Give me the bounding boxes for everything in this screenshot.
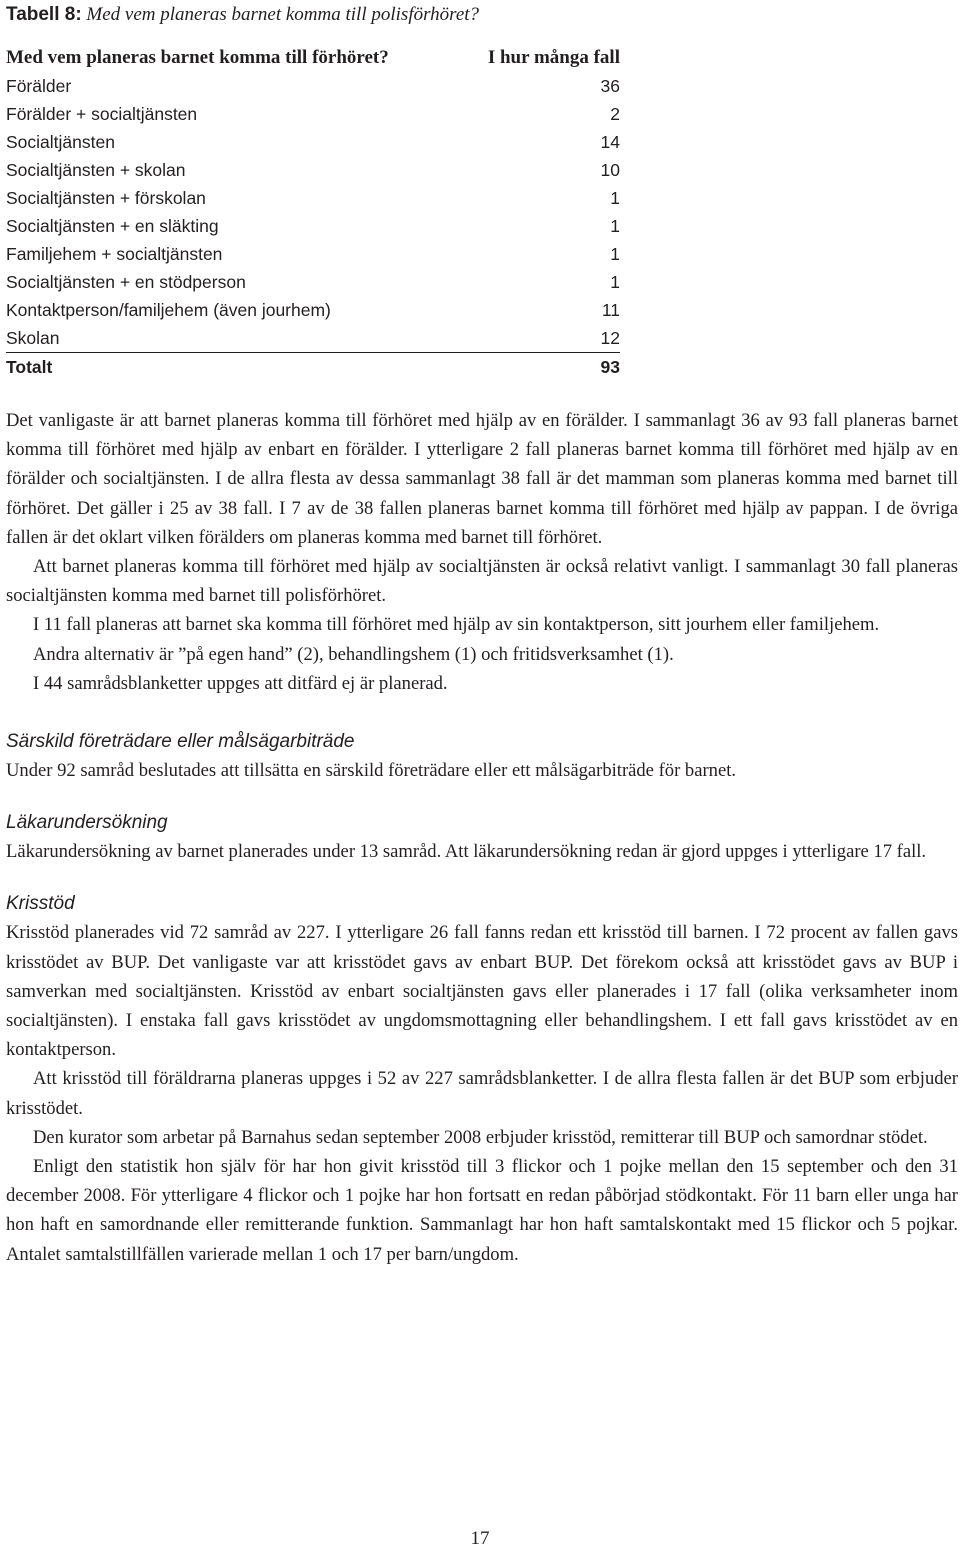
paragraph: Att barnet planeras komma till förhöret med hjälp av socialtjänsten är också relativt vanligt. I sammanlagt 30 fall planeras socialtjänsten komma med barnet till polisförhöret. [6, 556, 958, 607]
table-caption [6, 4, 479, 26]
table-header-left: Med vem planeras barnet komma till förhöret? [6, 47, 389, 68]
table-row [6, 184, 620, 212]
table-row [6, 324, 620, 352]
body-text [6, 406, 958, 1269]
table-caption-label: Tabell 8: [6, 4, 82, 25]
total-label: Totalt [6, 357, 53, 377]
paragraph: Den kurator som arbetar på Barnahus sedan september 2008 erbjuder krisstöd, remitterar till BUP och samordnar stödet. [33, 1126, 928, 1148]
row-label: Socialtjänsten + skolan [6, 160, 186, 180]
table-row [6, 268, 620, 296]
row-value: 11 [601, 300, 620, 320]
data-table [6, 44, 620, 381]
row-label: Förälder [6, 76, 72, 96]
section-heading: Krisstöd [6, 893, 75, 915]
section-spacer [6, 698, 958, 727]
row-value: 10 [600, 160, 620, 180]
paragraph: Det vanligaste är att barnet planeras komma till förhöret med hjälp av en förälder. I sammanlagt 36 av 93 fall planeras barnet komma till förhöret med hjälp av enbart en förälder. I ytterligare 2 fall planeras barnet komma till förhöret med hjälp av en förälder och socialtjänsten. I de allra flesta av dessa sammanlagt 38 fall är det mamman som planeras komma med barnet till förhöret. Det gäller i 25 av 38 fall. I 7 av de 38 fallen planeras barnet komma till förhöret med hjälp av pappan. I de övriga fallen är det oklart vilken förälders om planeras komma med barnet till förhöret. [6, 410, 958, 548]
row-value: 1 [610, 188, 620, 208]
paragraph: Under 92 samråd beslutades att tillsätta en särskild företrädare eller ett målsägarbiträde för barnet. [6, 760, 737, 782]
row-value: 36 [600, 76, 620, 96]
row-label: Skolan [6, 328, 60, 348]
row-label: Kontaktperson/familjehem (även jourhem) [6, 300, 331, 320]
paragraph: Enligt den statistik hon själv för har hon givit krisstöd till 3 flickor och 1 pojke mellan den 15 september och den 31 december 2008. För ytterligare 4 flickor och 1 pojke har hon fortsatt en redan påbörjad stödkontakt. För 11 barn eller unga har hon haft en samordnande eller remitterande funktion. Sammanlagt har hon haft samtalskontakt med 15 flickor och 5 pojkar. Antalet samtalstillfällen varierade mellan 1 och 17 per barn/ungdom. [6, 1156, 958, 1265]
page-number: 17 [470, 1528, 490, 1549]
paragraph: Läkarundersökning av barnet planerades under 13 samråd. Att läkarundersökning redan är gjord uppges i ytterligare 17 fall. [6, 841, 927, 863]
table-caption-text: Med vem planeras barnet komma till polisförhöret? [86, 4, 480, 25]
table-header [6, 44, 620, 72]
table-row [6, 156, 620, 184]
row-label: Socialtjänsten + förskolan [6, 188, 206, 208]
row-value: 1 [610, 272, 620, 292]
table-row [6, 212, 620, 240]
table-row [6, 296, 620, 324]
row-label: Socialtjänsten + en stödperson [6, 272, 246, 292]
row-value: 2 [610, 104, 620, 124]
table-row [6, 128, 620, 156]
paragraph: Andra alternativ är ”på egen hand” (2), behandlingshem (1) och fritidsverksamhet (1). [33, 643, 674, 665]
row-value: 14 [600, 132, 620, 152]
row-label: Socialtjänsten [6, 132, 115, 152]
row-value: 1 [610, 244, 620, 264]
row-label: Förälder + socialtjänsten [6, 104, 198, 124]
section-spacer [6, 866, 958, 889]
row-value: 12 [600, 328, 620, 348]
row-label: Socialtjänsten + en släkting [6, 216, 219, 236]
table-row [6, 100, 620, 128]
table-row [6, 72, 620, 100]
section-heading: Läkarundersökning [6, 812, 168, 834]
table-total-row [6, 352, 620, 381]
total-value: 93 [600, 357, 620, 377]
paragraph: I 11 fall planeras att barnet ska komma till förhöret med hjälp av sin kontaktperson, sitt jourhem eller familjehem. [33, 614, 880, 636]
paragraph: Att krisstöd till föräldrarna planeras uppges i 52 av 227 samrådsblanketter. I de allra flesta fallen är det BUP som erbjuder krisstödet. [6, 1068, 958, 1119]
row-label: Familjehem + socialtjänsten [6, 244, 223, 264]
table-header-right: I hur många fall [487, 47, 620, 68]
paragraph: I 44 samrådsblanketter uppges att ditfärd ej är planerad. [33, 672, 448, 694]
section-spacer [6, 785, 958, 808]
row-value: 1 [610, 216, 620, 236]
paragraph: Krisstöd planerades vid 72 samråd av 227. I ytterligare 26 fall fanns redan ett krisstöd till barnen. I 72 procent av fallen gavs krisstödet av BUP. Det vanligaste var att krisstödet gavs av enbart BUP. Det förekom också att krisstödet gavs av BUP i samverkan med socialtjänsten. Krisstöd av enbart socialtjänsten gavs eller planerades i 17 fall (olika verksamheter inom socialtjänsten). I enstaka fall gavs krisstödet av ungdomsmottagning eller behandlingshem. I ett fall gavs krisstödet av en kontaktperson. [6, 922, 958, 1061]
table-row [6, 240, 620, 268]
section-heading: Särskild företrädare eller målsägarbiträde [6, 731, 355, 753]
